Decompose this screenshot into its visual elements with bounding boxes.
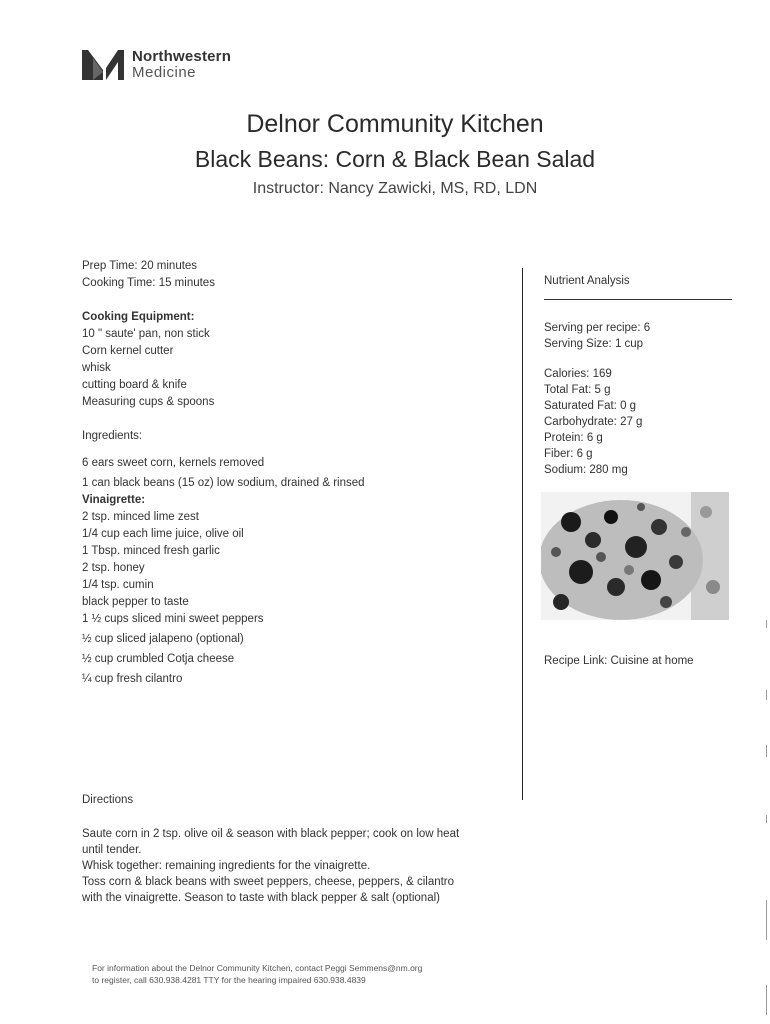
nutrient-fact: Carbohydrate: 27 g <box>544 416 643 428</box>
salad-photo-image <box>541 492 729 620</box>
serving-per-recipe: Serving per recipe: 6 <box>544 322 651 334</box>
equipment-item: Measuring cups & spoons <box>82 396 215 408</box>
logo-line2: Medicine <box>132 64 197 81</box>
ingredient-item: ¼ cup fresh cilantro <box>82 673 183 685</box>
scan-edge-mark <box>766 745 767 757</box>
nm-logo-icon <box>80 48 126 82</box>
vinaigrette-item: 1/4 cup each lime juice, olive oil <box>82 528 244 540</box>
footer-line: to register, call 630.938.4281 TTY for the hearing impaired 630.938.4839 <box>92 975 366 985</box>
equipment-item: cutting board & knife <box>82 379 187 391</box>
equipment-item: 10 " saute' pan, non stick <box>82 328 210 340</box>
ingredient-item: 1 can black beans (15 oz) low sodium, drained & rinsed <box>82 477 365 489</box>
vinaigrette-item: 1 Tbsp. minced fresh garlic <box>82 545 220 557</box>
cooking-time: Cooking Time: 15 minutes <box>82 277 215 289</box>
page-title: Delnor Community Kitchen <box>246 110 544 138</box>
vinaigrette-item: 1/4 tsp. cumin <box>82 579 154 591</box>
prep-time: Prep Time: 20 minutes <box>82 260 198 272</box>
equipment-item: Corn kernel cutter <box>82 345 174 357</box>
logo-wordmark <box>132 49 231 81</box>
directions-line: Saute corn in 2 tsp. olive oil & season with black pepper; cook on low heat <box>82 828 460 840</box>
ingredient-item: ½ cup crumbled Cotja cheese <box>82 653 235 665</box>
serving-size: Serving Size: 1 cup <box>544 338 644 350</box>
nutrient-fact: Calories: 169 <box>544 368 612 380</box>
nutrient-fact: Fiber: 6 g <box>544 448 593 460</box>
nutrient-heading-rule <box>544 299 732 300</box>
vinaigrette-item: black pepper to taste <box>82 596 189 608</box>
scan-edge-mark <box>766 815 767 823</box>
nutrient-fact: Saturated Fat: 0 g <box>544 400 637 412</box>
footer-line: For information about the Delnor Community Kitchen, contact Peggi Semmens@nm.org <box>92 963 423 973</box>
equipment-heading: Cooking Equipment: <box>82 311 195 323</box>
directions-heading: Directions <box>82 794 134 806</box>
recipe-title: Black Beans: Corn & Black Bean Salad <box>194 146 596 172</box>
footer <box>92 962 512 986</box>
ingredient-item: 1 ½ cups sliced mini sweet peppers <box>82 613 264 625</box>
vinaigrette-heading: Vinaigrette: <box>82 494 146 506</box>
recipe-link: Recipe Link: Cuisine at home <box>544 655 694 667</box>
column-divider <box>522 268 523 800</box>
scan-edge-mark <box>766 900 767 940</box>
directions-line: until tender. <box>82 844 142 856</box>
scan-edge-mark <box>766 690 767 700</box>
ingredients-heading: Ingredients: <box>82 430 143 442</box>
scan-edge-mark <box>766 620 767 628</box>
nutrient-analysis <box>544 273 734 478</box>
nutrient-fact: Protein: 6 g <box>544 432 603 444</box>
directions-line: Toss corn & black beans with sweet peppers, cheese, peppers, & cilantro <box>82 876 455 888</box>
equipment-item: whisk <box>82 362 111 374</box>
scan-edge-mark <box>766 985 767 1015</box>
instructor-line: Instructor: Nancy Zawicki, MS, RD, LDN <box>252 180 538 197</box>
directions <box>82 792 512 906</box>
directions-line: Whisk together: remaining ingredients for the vinaigrette. <box>82 860 371 872</box>
vinaigrette-item: 2 tsp. minced lime zest <box>82 511 199 523</box>
salad-photo <box>541 492 729 620</box>
ingredient-item: 6 ears sweet corn, kernels removed <box>82 457 265 469</box>
directions-line: with the vinaigrette. Season to taste with black pepper & salt (optional) <box>82 892 440 904</box>
logo-line1: Northwestern <box>132 48 232 65</box>
nutrient-heading: Nutrient Analysis <box>544 275 630 287</box>
nutrient-fact: Sodium: 280 mg <box>544 464 628 476</box>
ingredient-item: ½ cup sliced jalapeno (optional) <box>82 633 244 645</box>
vinaigrette-item: 2 tsp. honey <box>82 562 145 574</box>
northwestern-medicine-logo <box>80 48 231 82</box>
nutrient-fact: Total Fat: 5 g <box>544 384 611 396</box>
recipe-details <box>82 258 512 688</box>
